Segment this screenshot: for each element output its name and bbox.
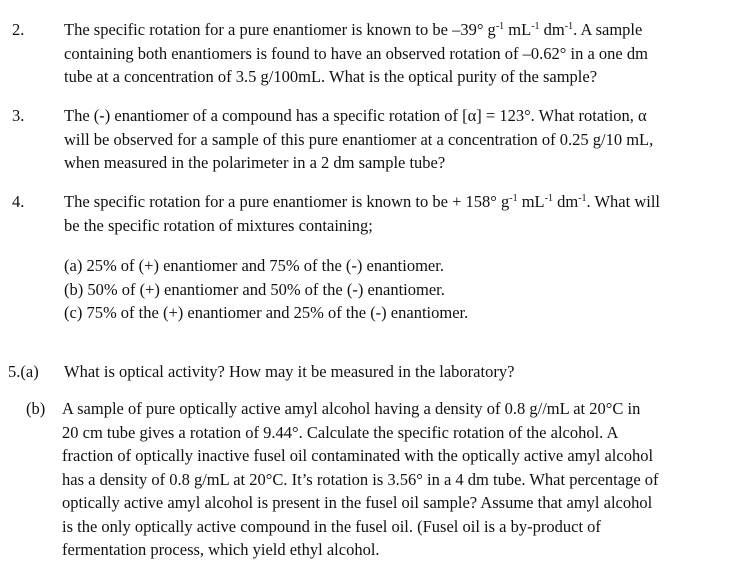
question-number: (b)	[26, 399, 46, 418]
answer-options	[64, 254, 724, 325]
question-line: when measured in the polarimeter in a 2 dm sample tube?	[64, 153, 446, 172]
question-line: is the only optically active compound in the fusel oil. (Fusel oil is a by-product of	[62, 516, 601, 536]
question-number: 3.	[12, 106, 25, 125]
question-number: 4.	[12, 192, 25, 211]
question-text	[62, 397, 722, 562]
question-text	[64, 360, 724, 384]
question-line: What is optical activity? How may it be measured in the laboratory?	[64, 362, 515, 381]
question-line: optically active amyl alcohol is present in the fusel oil sample? Assume that amyl alcohol	[62, 493, 653, 512]
option-c: (c) 75% of the (+) enantiomer and 25% of the (-) enantiomer.	[64, 303, 469, 322]
question-number: 5.(a)	[8, 362, 39, 381]
question-line: A sample of pure optically active amyl alcohol having a density of 0.8 g//mL at 20°C in	[62, 399, 641, 418]
question-line: will be observed for a sample of this pure enantiomer at a concentration of 0.25 g/10 mL,	[64, 129, 654, 149]
question-line: be the specific rotation of mixtures containing;	[64, 215, 373, 235]
question-line: fraction of optically inactive fusel oil contaminated with the optically active amyl alcohol	[62, 446, 654, 465]
question-line: The specific rotation for a pure enantiomer is known to be + 158° $g^{-1}$ $mL^{-1}$ $dm^{-1}$. What will	[64, 192, 661, 211]
question-line: has a density of 0.8 g/mL at 20°C. It’s rotation is 3.56° in a 4 dm tube. What percentage of	[62, 469, 659, 489]
option-a: (a) 25% of (+) enantiomer and 75% of the (-) enantiomer.	[64, 256, 444, 275]
question-line: The specific rotation for a pure enantiomer is known to be –39° $g^{-1}$ $mL^{-1}$ $dm^{-1}$. A sample	[64, 20, 643, 39]
question-number: 2.	[12, 20, 25, 39]
question-text	[64, 104, 724, 175]
question-line: 20 cm tube gives a rotation of 9.44°. Calculate the specific rotation of the alcohol. A	[62, 422, 619, 442]
question-line: The (-) enantiomer of a compound has a specific rotation of [α] = 123°. What rotation, α	[64, 106, 647, 125]
question-text	[64, 190, 724, 237]
question-line: tube at a concentration of 3.5 g/100mL. What is the optical purity of the sample?	[64, 67, 598, 86]
question-line: containing both enantiomers is found to have an observed rotation of –0.62° in a one dm	[64, 43, 648, 63]
question-line: fermentation process, which yield ethyl alcohol.	[62, 540, 380, 559]
question-text	[64, 18, 724, 89]
option-b: (b) 50% of (+) enantiomer and 50% of the (-) enantiomer.	[64, 279, 445, 299]
